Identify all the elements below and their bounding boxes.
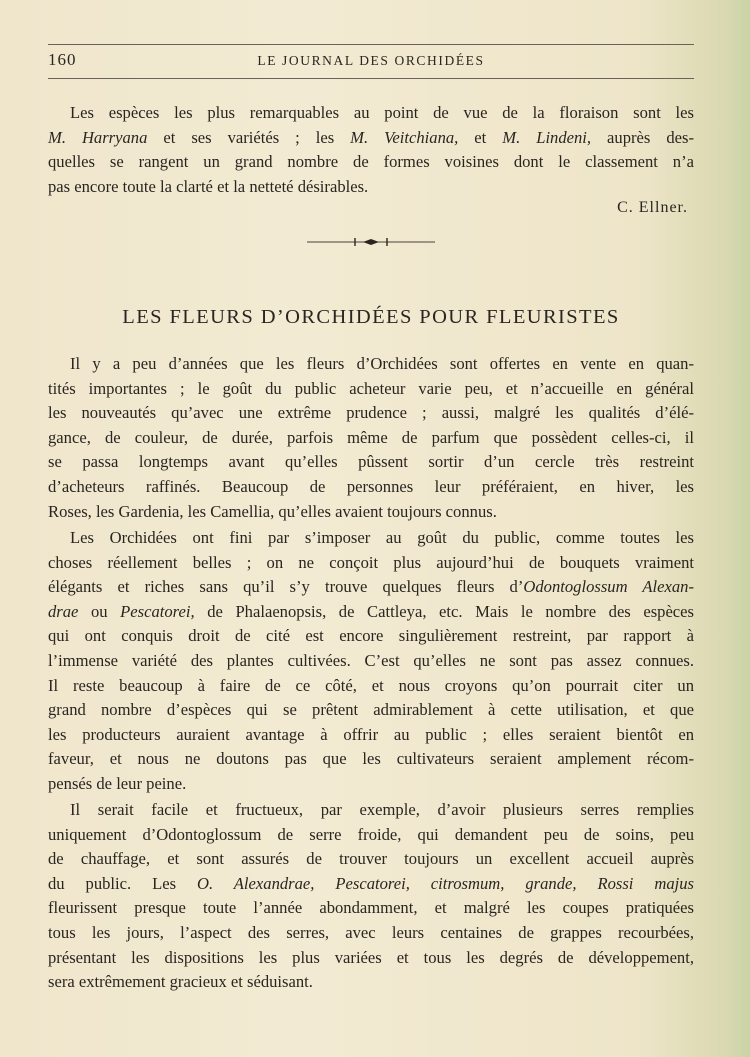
species-name: O. Alexandrae, Pescatorei, citrosmum, grande, Rossi majus: [197, 873, 694, 893]
text-line: tous les jours, l’aspect des serres, avec leurs centaines de grappes recourbées,: [48, 922, 694, 942]
text-line: pensés de leur peine.: [48, 773, 187, 793]
header-rule-top: [48, 44, 694, 45]
text-line: fleurissent presque toute l’année abondamment, et malgré les coupes pratiquées: [48, 898, 694, 918]
text-line: Il serait facile et fructueux, par exemple, d’avoir plusieurs serres remplies: [70, 800, 694, 819]
text-line: Il y a peu d’années que les fleurs d’Orchidées sont offertes en vente en quan-: [70, 354, 694, 373]
section-title: LES FLEURS D’ORCHIDÉES POUR FLEURISTES: [122, 305, 620, 328]
text-line: les nouveautés qu’avec une extrême prudence ; aussi, malgré les qualités d’élé-: [48, 403, 694, 423]
text-line: Les espèces les plus remarquables au point de vue de la floraison sont les: [70, 103, 694, 122]
page-header: [48, 50, 694, 72]
text-run: et: [458, 127, 503, 147]
author-signature: C. Ellner.: [617, 199, 688, 216]
paragraph-2: [48, 526, 694, 797]
text-run: et ses variétés ; les: [147, 127, 351, 147]
paragraph-1: [48, 352, 694, 524]
text-line: gance, de couleur, de durée, parfois même de parfum que possèdent celles-ci, il: [48, 427, 694, 447]
text-line: choses réellement belles ; on ne conçoit plus aujourd’hui de bouquets vraiment: [48, 552, 694, 572]
paragraph-3: [48, 798, 694, 995]
text-line: les producteurs auraient avantage à offrir au public ; elles seraient bientôt en: [48, 724, 694, 744]
text-line: Les Orchidées ont fini par s’imposer au goût du public, comme toutes les: [70, 528, 694, 547]
text-line: qui ont conquis droit de cité est encore singulièrement restreint, par rapport à: [48, 626, 694, 646]
text-line: faveur, et nous ne doutons pas que les cultivateurs seraient amplement récom-: [48, 749, 694, 769]
text-line: Roses, les Gardenia, les Camellia, qu’elles avaient toujours connus.: [48, 501, 497, 521]
text-line: [48, 872, 694, 897]
text-line: sera extrêmement gracieux et séduisant.: [48, 972, 313, 992]
text-line: uniquement d’Odontoglossum de serre froide, qui demandent peu de soins, peu: [48, 824, 694, 844]
text-line: quelles se rangent un grand nombre de formes voisines dont le classement n’a: [48, 152, 694, 172]
text-line: présentant les dispositions les plus variées et tous les degrés de développement,: [48, 947, 694, 967]
text-line: l’immense variété des plantes cultivées. C’est qu’elles ne sont pas assez connues.: [48, 650, 694, 670]
text-line: de chauffage, et sont assurés de trouver toujours un excellent accueil auprès: [48, 849, 694, 869]
text-run: de Phalaenopsis, de Cattleya, etc. Mais le nombre des espèces: [194, 601, 694, 621]
text-run: ou: [78, 601, 121, 621]
text-run: du public. Les: [48, 873, 198, 893]
text-run: élégants et riches sans qu’il s’y trouve quelques fleurs d’: [48, 577, 524, 597]
page-number: 160: [48, 50, 77, 69]
species-name: Odontoglossum Alexan-: [523, 577, 694, 597]
header-rule-bottom: [48, 78, 694, 79]
intro-paragraph: [48, 101, 694, 199]
text-line: tités importantes ; le goût du public acheteur varie peu, et n’accueille en général: [48, 378, 694, 398]
species-name: M. Harryana: [48, 127, 148, 147]
species-name: drae: [48, 601, 79, 621]
species-name: M. Veitchiana,: [350, 127, 459, 147]
journal-title: LE JOURNAL DES ORCHIDÉES: [257, 53, 485, 68]
text-line: se passa longtemps avant qu’elles pûssent sortir d’un cercle très restreint: [48, 452, 694, 472]
text-run: auprès des-: [591, 127, 694, 147]
text-line: grand nombre d’espèces qui se prêtent admirablement à cette utilisation, et que: [48, 700, 694, 720]
species-name: M. Lindeni,: [502, 127, 592, 147]
ornament-divider: [307, 236, 435, 248]
species-name: Pescatorei,: [120, 601, 195, 621]
text-line: [48, 126, 694, 151]
text-line: [48, 575, 694, 600]
text-line: Il reste beaucoup à faire de ce côté, et nous croyons qu’on pourrait citer un: [48, 675, 694, 695]
text-line: pas encore toute la clarté et la netteté désirables.: [48, 176, 369, 196]
text-line: [48, 600, 694, 625]
text-line: d’acheteurs raffinés. Beaucoup de personnes leur préféraient, en hiver, les: [48, 476, 694, 496]
